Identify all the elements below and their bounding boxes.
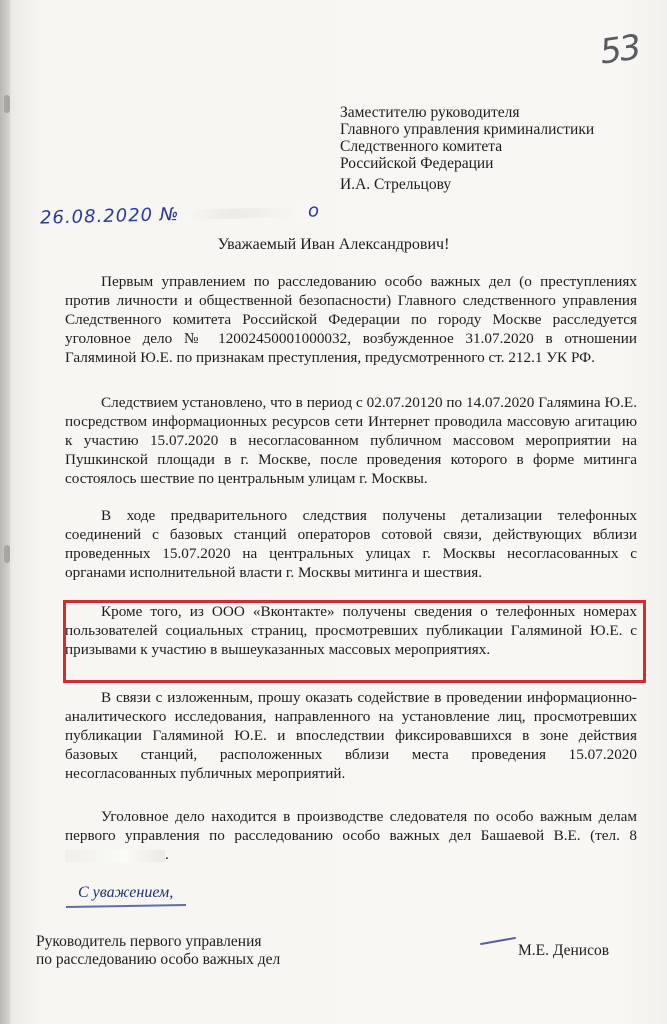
closing-handwritten: С уважением, bbox=[78, 884, 174, 901]
handwritten-date bbox=[40, 200, 320, 228]
paragraph-text: Кроме того, из ООО «Вконтакте» получены сведения о телефонных номерах пользователей социальных страниц, просмотревших публикации Галяминой Ю.Е. с призывами к участию в вышеуказанных массовых мероприятиях. bbox=[65, 603, 637, 659]
paragraph-text: Уголовное дело находится в производстве следователя по особо важным делам первого управления по расследованию особо важных дел Башаевой В.Е. (тел. 8 bbox=[65, 808, 637, 845]
addressee-line: Следственного комитета bbox=[340, 138, 503, 155]
paragraph-6 bbox=[65, 807, 637, 864]
closing-underline bbox=[66, 904, 186, 908]
paragraph-tail: . bbox=[165, 846, 169, 864]
signatory-title bbox=[36, 933, 280, 969]
red-highlight-box bbox=[63, 600, 646, 683]
paragraph-text: Первым управлением по расследованию особо важных дел (о преступлениях против личности и общественной безопасности) Главного следственного управления Следственного комитета Российской Федерации по городу Москве расследуется уголовное дело № 12002450001000032, возбужденное 31.07.2020 в отношении Галяминой Ю.Е. по признакам преступления, предусмотренного ст. 212.1 УК РФ. bbox=[65, 273, 637, 367]
paragraph-text: Следствием установлено, что в период с 02.07.20120 по 14.07.2020 Галямина Ю.Е. посредством информационных ресурсов сети Интернет проводила массовую агитацию к участию 15.07.2020 в несогласованном публичном массовом мероприятии на Пушкинской площади в г. Москве, после проведения которого в форме митинга состоялось шествие по центральным улицам г. Москвы. bbox=[65, 394, 637, 488]
paragraph-text: В ходе предварительного следствия получены детализации телефонных соединений с базовых станций операторов сотовой связи, действующих вблизи проведенных 15.07.2020 на центральных улицах г. Москвы несогласованных с органами исполнительной власти г. Москвы митинга и шествия. bbox=[65, 507, 637, 582]
date-number-tail: о bbox=[307, 200, 321, 222]
redaction bbox=[186, 207, 301, 220]
paragraph-text: В связи с изложенным, прошу оказать содействие в проведении информационно-аналитического исследования, направленного на установление лиц, просмотревших публикации Галяминой Ю.Е. и впоследствии фиксировавшихся в зоне действия базовых станций, расположенных вблизи места проведения 15.07.2020 несогласованных публичных мероприятий. bbox=[65, 689, 637, 783]
punch-hole bbox=[4, 95, 10, 113]
signatory-title-line: Руководитель первого управления bbox=[36, 933, 262, 950]
punch-hole bbox=[4, 545, 10, 563]
signatory-title-line: по расследованию особо важных дел bbox=[36, 951, 281, 968]
phone-redaction bbox=[65, 850, 165, 862]
paragraph-2 bbox=[65, 393, 637, 488]
signatory-name: М.Е. Денисов bbox=[518, 942, 610, 959]
signature-mark bbox=[480, 937, 516, 945]
addressee-name: И.А. Стрельцову bbox=[340, 176, 452, 193]
date-text: 26.08.2020 № bbox=[39, 204, 180, 229]
paragraph-5 bbox=[65, 688, 637, 783]
addressee-line: Российской Федерации bbox=[340, 155, 494, 172]
addressee-block bbox=[340, 104, 594, 172]
binder-edge bbox=[0, 0, 10, 1024]
addressee-line: Заместителю руководителя bbox=[340, 104, 520, 121]
paragraph-1 bbox=[65, 272, 637, 367]
addressee-line: Главного управления криминалистики bbox=[340, 121, 595, 138]
handwritten-page-number: 53 bbox=[597, 27, 642, 73]
salutation: Уважаемый Иван Александрович! bbox=[217, 236, 450, 253]
paragraph-3 bbox=[65, 506, 637, 582]
